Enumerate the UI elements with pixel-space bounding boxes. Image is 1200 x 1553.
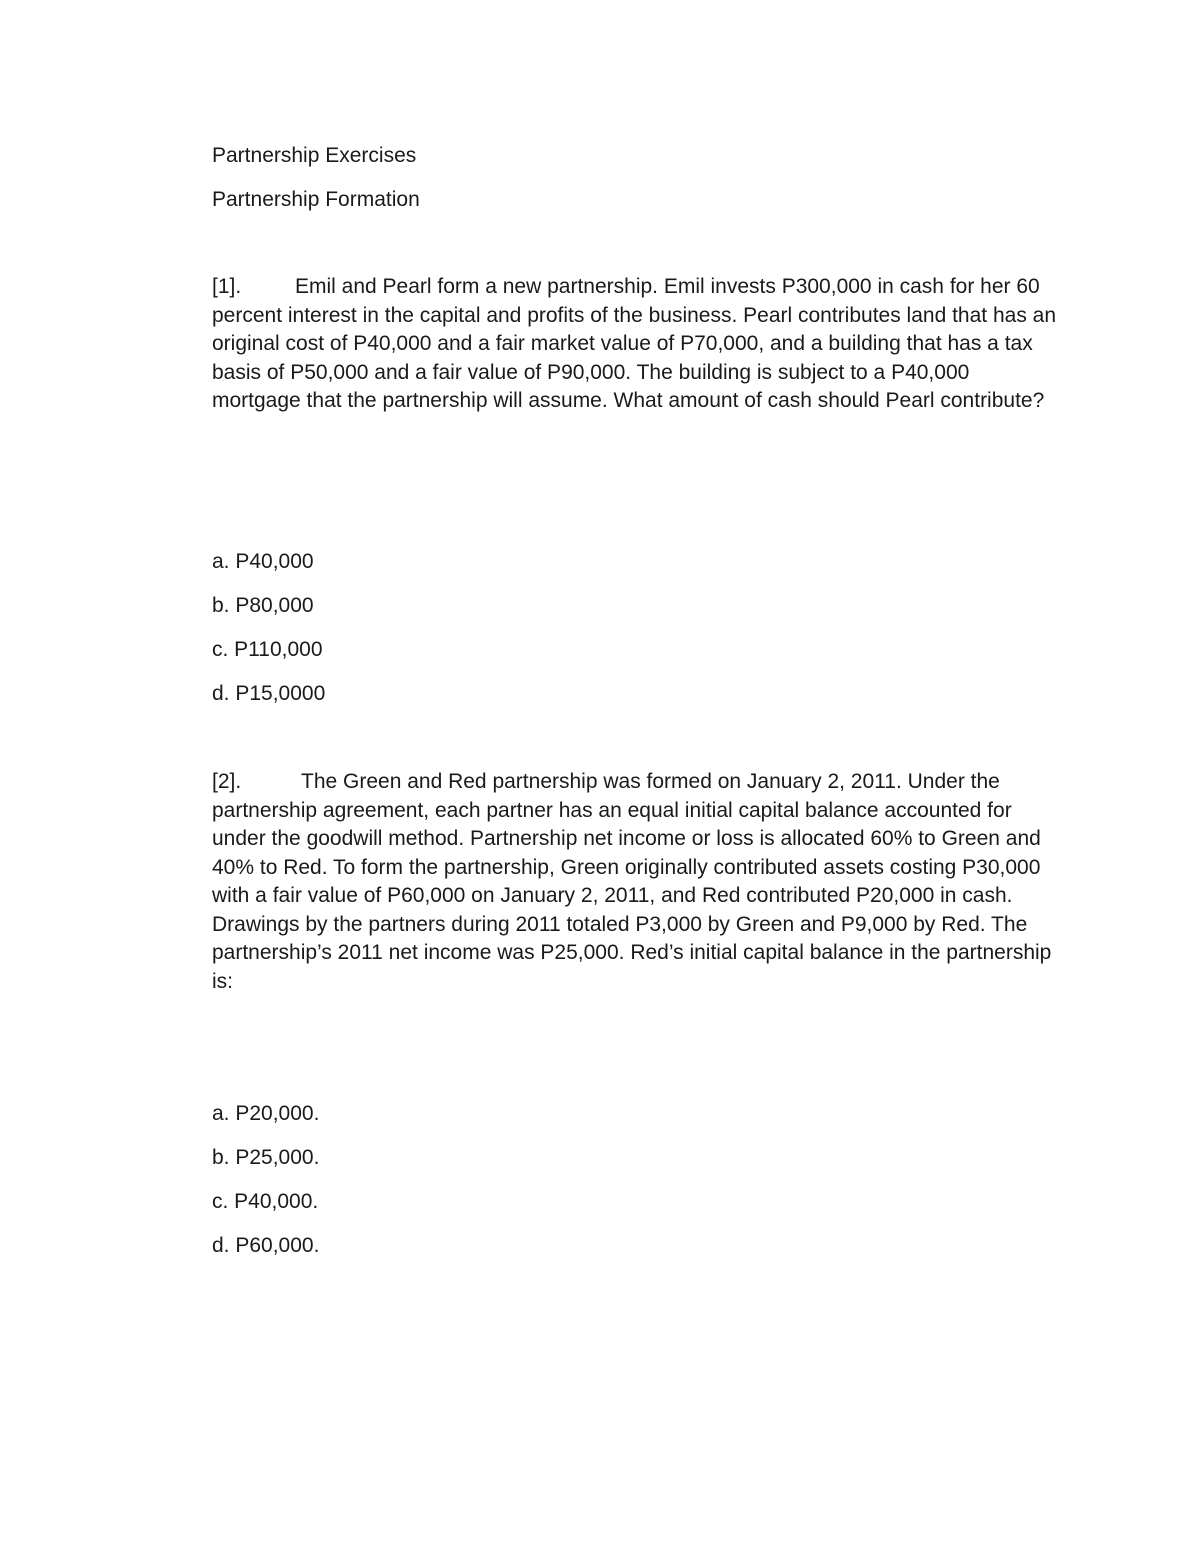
question-text: The Green and Red partnership was formed on January 2, 2011. Under the partnership agreement, each partner has an equal initial capital balance accounted for under the goodwill method. Partnership net income or loss is allocated 60% to Green and 40% to Red. To form the partnership, Green originally contributed assets costing P30,000 with a fair value of P60,000 on January 2, 2011, and Red contributed P20,000 in cash. Drawings by the partners during 2011 totaled P3,000 by Green and P9,000 by Red. The partnership’s 2011 net income was P25,000. Red’s initial capital balance in the partnership is:: [212, 770, 1052, 993]
question-1-options: [212, 548, 325, 724]
option-c: c. P110,000: [212, 638, 323, 661]
document-title: Partnership Exercises: [212, 144, 417, 167]
option-d: d. P60,000.: [212, 1234, 320, 1257]
question-2: [212, 768, 1062, 996]
question-2-options: [212, 1100, 319, 1276]
question-1: [212, 273, 1062, 416]
section-heading: Partnership Formation: [212, 188, 420, 211]
option-d: d. P15,0000: [212, 682, 326, 705]
option-a: a. P20,000.: [212, 1102, 320, 1125]
question-text: Emil and Pearl form a new partnership. Emil invests P300,000 in cash for her 60 percent interest in the capital and profits of the business. Pearl contributes land that has an original cost of P40,000 and a fair market value of P70,000, and a building that has a tax basis of P50,000 and a fair value of P90,000. The building is subject to a P40,000 mortgage that the partnership will assume. What amount of cash should Pearl contribute?: [212, 275, 1057, 412]
question-number: [2].: [212, 770, 242, 793]
option-c: c. P40,000.: [212, 1190, 319, 1213]
option-b: b. P25,000.: [212, 1146, 320, 1169]
question-number: [1].: [212, 275, 242, 298]
option-a: a. P40,000: [212, 550, 314, 573]
option-b: b. P80,000: [212, 594, 314, 617]
